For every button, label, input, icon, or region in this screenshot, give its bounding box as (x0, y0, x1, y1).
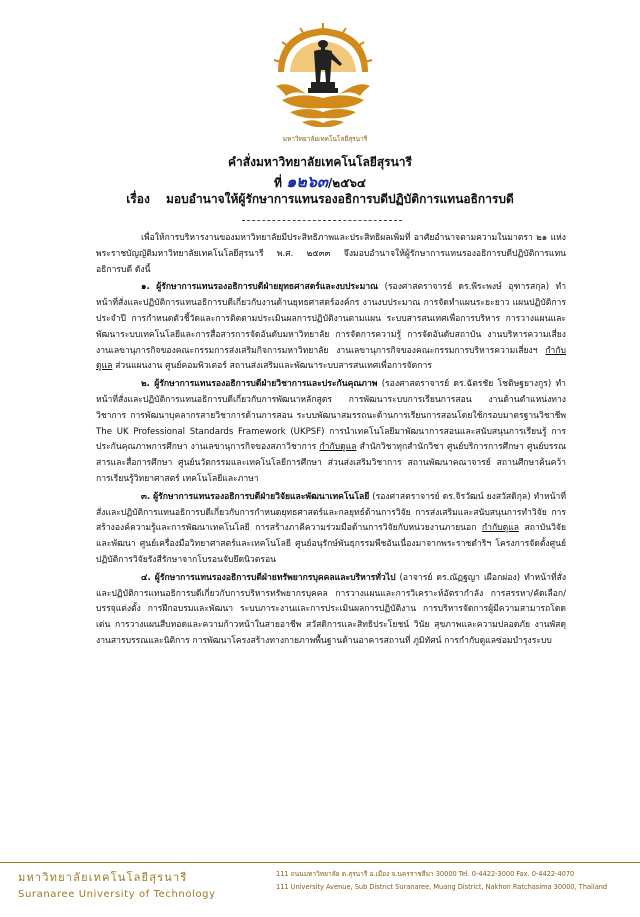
subject-text: มอบอำนาจให้ผู้รักษาการแทนรองอธิการบดีปฏิบัติการแทนอธิการบดี (166, 192, 514, 206)
list-item (96, 377, 566, 488)
footer-brand (18, 868, 228, 900)
item-underline: กำกับดูแล (319, 442, 357, 453)
subject-line (0, 190, 640, 209)
item-position: ผู้รักษาการแทนรองอธิการบดีฝ่ายวิชาการและประกันคุณภาพ (154, 379, 378, 390)
item-text: ทำหน้าที่สั่งและปฏิบัติการแทนอธิการบดีเกี่ยวกับการกำหนดยุทธศาสตร์และกลยุทธ์ด้านการวิจัย การส่งเสริมและสนับสนุนการทำวิจัย การสร้างองค์ความรู้และการพัฒนาเทคโนโลยี การสร้างภาคีความร่วมมือด้านการวิจัยกับหน่วยงานภายนอก (96, 491, 567, 534)
item-underline: กำกับดูแล (96, 345, 566, 372)
item-position: ผู้รักษาการแทนรองอธิการบดีฝ่ายวิจัยและพัฒนาเทคโนโลยี (153, 491, 370, 502)
footer-divider (0, 862, 640, 863)
item-number: ๑. (141, 282, 150, 293)
item-number: ๒. (141, 379, 150, 390)
section-divider (242, 220, 402, 221)
item-person: (รองศาสตราจารย์ ดร.จิรวัฒน์ ยงสวัสดิกุล) (372, 491, 531, 502)
item-position: ผู้รักษาการแทนรองอธิการบดีฝ่ายทรัพยากรบุคคลและบริหารทั่วไป (154, 572, 396, 583)
item-number: ๔. (141, 572, 151, 583)
item-text: ทำหน้าที่สั่งและปฏิบัติการแทนอธิการบดีเกี่ยวกับการพัฒนาหลักสูตร การพัฒนาระบบการเรียนการสอน งานด้านตำแหน่งทางวิชาการ การพัฒนาบุคลากรสายวิชาการด้านการสอน ระบบพัฒนาสมรรถนะด้านการเรียนการสอนโดยใช้กรอบมาตรฐานวิชาชีพ The UK Professional Standards Framework (UKPSF) การนำเทคโนโลยีมาพัฒนาการสอนและสนับสนุนการเรียนรู้ การประกันคุณภาพการศึกษา งานเลขานุการกิจของสภาวิชาการ (96, 379, 567, 453)
document-body (96, 231, 566, 650)
university-emblem-icon (268, 20, 378, 132)
order-title: คำสั่งมหาวิทยาลัยเทคโนโลยีสุรนารี (228, 155, 412, 169)
item-text-after: ส่วนแผนงาน ศูนย์คอมพิวเตอร์ สถานส่งเสริมและพัฒนาระบบสารสนเทศเพื่อการจัดการ (115, 361, 432, 372)
list-item (96, 571, 566, 650)
item-text: ทำหน้าที่สั่งและปฏิบัติการแทนอธิการบดีเกี่ยวกับงานด้านยุทธศาสตร์องค์กร งานงบประมาณ การจัดทำแผนระยะยาว แผนปฏิบัติการประจำปี การกำหนดตัวชี้วัดและการติดตามประเมินผลการปฏิบัติงานตามแผน ระบบสารสนเทศเพื่อการบริหาร การวางแผนและพัฒนาระบบเทคโนโลยีและการสื่อสารการจัดอันดับมหาวิทยาลัย การจัดการความรู้ การจัดอันดับสถาบัน งานบริหารความเสี่ยง งานเลขานุการกิจของคณะกรรมการส่งเสริมกิจการมหาวิทยาลัย งานเลขานุการกิจของคณะกรรมการบริหารความเสี่ยงฯ (96, 282, 567, 356)
order-number-prefix: ที่ (274, 176, 282, 190)
list-item (96, 280, 566, 375)
footer-name-en: Suranaree University of Technology (18, 889, 216, 900)
item-underline: กำกับดูแล (481, 523, 519, 534)
order-number-suffix: /๒๕๖๔ (327, 176, 366, 190)
footer-address-th: 111 ถนนมหาวิทยาลัย ต.สุรนารี อ.เมือง จ.นครราชสีมา 30000 Tel. 0-4422-3000 Fax. 0-4422-4070 (276, 870, 575, 878)
intro-paragraph: เพื่อให้การบริหารงานของมหาวิทยาลัยมีประสิทธิภาพและประสิทธิผลเพิ่มที่ อาศัยอำนาจตามความในมาตรา ๒๑ แห่งพระราชบัญญัติมหาวิทยาลัยเทคโนโลยีสุรนารี พ.ศ. ๒๕๓๓ จึงมอบอำนาจให้ผู้รักษาการแทนรองอธิการบดีปฏิบัติการแทนอธิการบดี ดังนี้ (96, 233, 566, 275)
footer-address-en: 111 University Avenue, Sub District Suranaree, Muang District, Nakhon Ratchasima 30000, Thailand (276, 883, 608, 891)
subject-label: เรื่อง (126, 192, 150, 206)
item-text: ทำหน้าที่สั่งและปฏิบัติการแทนอธิการบดีเกี่ยวกับการบริหารทรัพยากรบุคคล การวางแผนและการวิเคราะห์อัตรากำลัง การสรรหา/คัดเลือก/บรรจุแต่งตั้ง การฝึกอบรมและพัฒนา ระบบภาระงานและการประเมินผลการปฏิบัติงาน การบริหารจัดการผู้มีความสามารถโดดเด่น การวางแผนสืบทอดและความก้าวหน้าในสายอาชีพ สวัสดิการและสิทธิประโยชน์ วินัย สุขภาพและความปลอดภัย งานพัสดุ งานสารบรรณและนิติการ การพัฒนาโครงสร้างทางกายภาพพื้นฐานด้านอาคารสถานที่ ภูมิทัศน์ การกำกับดูแลซ่อมบำรุงระบบ (96, 572, 567, 646)
list-item (96, 490, 566, 569)
footer-address (276, 868, 626, 894)
footer-name-th: มหาวิทยาลัยเทคโนโลยีสุรนารี (18, 871, 188, 884)
item-text-after: สำนักวิชาทุกสำนักวิชา ศูนย์บริการการศึกษา ศูนย์บรรณสารและสื่อการศึกษา ศูนย์นวัตกรรมและเทคโนโลยีการศึกษา ส่วนส่งเสริมวิชาการ สถานพัฒนาคณาจารย์ สถานศึกษาค้นคว้าการเรียนรู้วิทยาศาสตร์ เทคโนโลยีและภาษา (96, 442, 567, 484)
item-person: (รองศาสตราจารย์ ดร.ฉัตรชัย โชติษฐยางกูร) (381, 379, 552, 390)
item-position: ผู้รักษาการแทนรองอธิการบดีฝ่ายยุทธศาสตร์และงบประมาณ (156, 282, 379, 293)
item-person: (อาจารย์ ดร.ณัฏฐญา เผือกผ่อง) (399, 572, 521, 583)
logo-caption: มหาวิทยาลัยเทคโนโลยีสุรนารี (282, 135, 368, 143)
item-text-after: สถาบันวิจัยและพัฒนา ศูนย์เครื่องมือวิทยาศาสตร์และเทคโนโลยี ศูนย์อนุรักษ์พันธุกรรมพืชอันเนื่องมาจากพระราชดำริฯ โครงการจัดตั้งศูนย์ปฏิบัติการวิจัยรังสีรักษาจากโบรอนจับยึดนิวตรอน (96, 523, 567, 565)
item-person: (รองศาสตราจารย์ ดร.พีระพงษ์ อุฑารสกุล) (384, 282, 550, 293)
order-number-handwritten: ๑๒๖๓ (286, 172, 328, 191)
item-number: ๓. (141, 491, 151, 502)
